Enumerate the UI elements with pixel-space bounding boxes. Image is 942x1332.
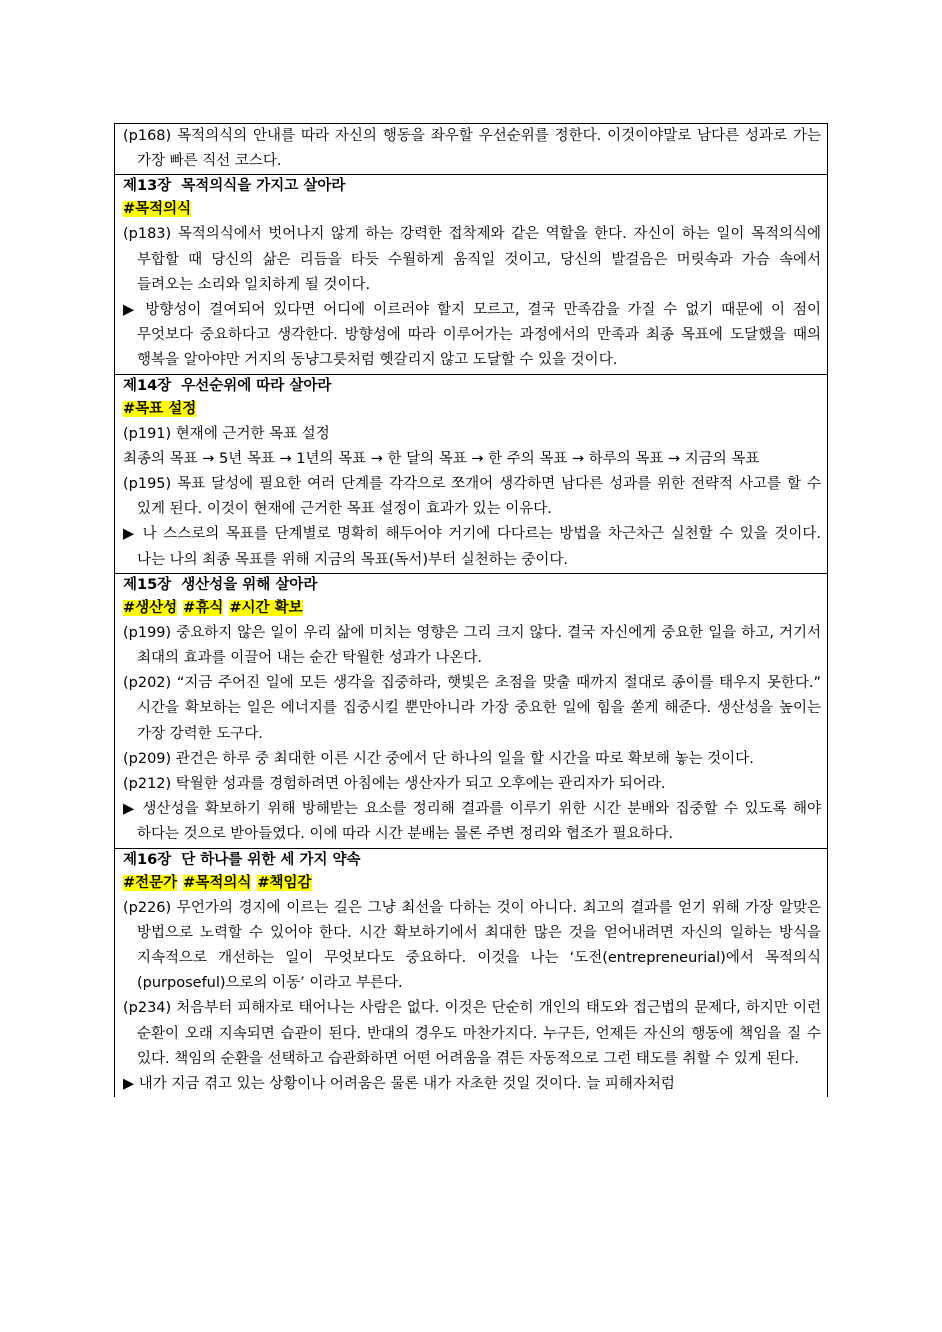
quote-p195: (p195) 목표 달성에 필요한 여러 단계를 각각으로 쪼개어 생각하면 남다른 성과를 위한 전략적 사고를 할 수 있게 된다. 이것이 현재에 근거한 목표 설정이 효과가 있는 이유다. bbox=[123, 476, 821, 518]
chapter-15-section bbox=[115, 573, 827, 848]
quote-p191: (p191) 현재에 근거한 목표 설정 bbox=[123, 425, 330, 442]
reflection-note: ▶ 내가 지금 겪고 있는 상황이나 어려움은 물론 내가 자초한 것일 것이다. 늘 피해자처럼 bbox=[123, 1076, 675, 1093]
intro-section bbox=[115, 124, 827, 174]
chapter-15-number: 제15장 bbox=[123, 576, 172, 593]
chapter-14-number: 제14장 bbox=[123, 377, 172, 394]
tag-rest: #휴식 bbox=[183, 599, 224, 616]
chapter-16-title: 단 하나를 위한 세 가지 약속 bbox=[181, 851, 361, 868]
quote-p212: (p212) 탁월한 성과를 경험하려면 아침에는 생산자가 되고 오후에는 관리자가 되어라. bbox=[123, 776, 666, 793]
chapter-15-tags bbox=[115, 596, 827, 621]
quote-p183: (p183) 목적의식에서 벗어나지 않게 하는 강력한 접착제와 같은 역할을 한다. 자신이 하는 일이 목적의식에 부합할 때 당신의 삶은 리듬을 타듯 수월하게 움직일 것이고, 당신의 발걸음은 머릿속과 가슴 속에서 들려오는 소리와 일치하게 될 것이다. bbox=[123, 226, 821, 293]
reflection-note: ▶ 방향성이 결여되어 있다면 어디에 이르러야 할지 모르고, 결국 만족감을 가질 수 없기 때문에 이 점이 무엇보다 중요하다고 생각한다. 방향성에 따라 이루어가는 과정에서의 만족과 최종 목표에 도달했을 때의 행복을 알아야만 거지의 동냥그릇처럼 헷갈리지 않고 도달할 수 있을 것이다. bbox=[123, 302, 821, 369]
tag-productivity: #생산성 bbox=[123, 599, 178, 616]
chapter-14-heading bbox=[115, 375, 827, 397]
chapter-13-section bbox=[115, 174, 827, 373]
tag-goal-setting: #목표 설정 bbox=[123, 400, 197, 417]
chapter-15-heading bbox=[115, 574, 827, 596]
chapter-16-heading bbox=[115, 849, 827, 871]
chapter-13-number: 제13장 bbox=[123, 178, 172, 195]
notes-table bbox=[114, 123, 828, 1097]
tag-accountability: #책임감 bbox=[257, 874, 312, 891]
quote-p202: (p202) “지금 주어진 일에 모든 생각을 집중하라, 햇빛은 초점을 맞출 때까지 절대로 종이를 태우지 못한다.” 시간을 확보하는 일은 에너지를 집중시킬 뿐만아니라 가장 중요한 일에 힘을 쏟게 해준다. 생산성을 높이는 가장 강력한 도구다. bbox=[123, 675, 821, 742]
quote-p234: (p234) 처음부터 피해자로 태어나는 사람은 없다. 이것은 단순히 개인의 태도와 접근법의 문제다, 하지만 이런 순환이 오래 지속되면 습관이 된다. 반대의 경우도 마찬가지다. 누구든, 언제든 자신의 행동에 책임을 질 수 있다. 책임의 순환을 선택하고 습관화하면 어떤 어려움을 겪든 자동적으로 그런 태도를 취할 수 있게 된다. bbox=[123, 1000, 821, 1067]
tag-purpose: #목적의식 bbox=[123, 201, 192, 218]
quote-p199: (p199) 중요하지 않은 일이 우리 삶에 미치는 영향은 그리 크지 않다. 결국 자신에게 중요한 일을 하고, 거기서 최대의 효과를 이끌어 내는 순간 탁월한 성과가 나온다. bbox=[123, 624, 821, 667]
goal-chain: 최종의 목표 → 5년 목표 → 1년의 목표 → 한 달의 목표 → 한 주의 목표 → 하루의 목표 → 지금의 목표 bbox=[123, 450, 760, 467]
chapter-14-section bbox=[115, 374, 827, 573]
reading-notes-page bbox=[114, 123, 828, 1097]
chapter-16-section bbox=[115, 848, 827, 1098]
chapter-15-title: 생산성을 위해 살아라 bbox=[181, 576, 318, 593]
reflection-note: ▶ 생산성을 확보하기 위해 방해받는 요소를 정리해 결과를 이루기 위한 시간 분배와 집중할 수 있도록 해야 하다는 것으로 받아들였다. 이에 따라 시간 분배는 물론 주변 정리와 협조가 필요하다. bbox=[123, 801, 821, 843]
chapter-13-heading bbox=[115, 175, 827, 197]
chapter-14-tags bbox=[115, 397, 827, 422]
tag-time-blocking: #시간 확보 bbox=[229, 599, 303, 616]
chapter-14-title: 우선순위에 따라 살아라 bbox=[181, 377, 332, 394]
tag-expert: #전문가 bbox=[123, 874, 178, 891]
reflection-note: ▶ 나 스스로의 목표를 단계별로 명확히 해두어야 거기에 다다르는 방법을 차근차근 실천할 수 있을 것이다. 나는 나의 최종 목표를 위해 지금의 목표(독서)부터 실천하는 중이다. bbox=[123, 526, 821, 568]
chapter-13-tags bbox=[115, 197, 827, 222]
tag-purpose: #목적의식 bbox=[183, 874, 252, 891]
chapter-13-title: 목적의식을 가지고 살아라 bbox=[181, 178, 346, 195]
quote-p209: (p209) 관건은 하루 중 최대한 이른 시간 중에서 단 하나의 일을 할 시간을 따로 확보해 놓는 것이다. bbox=[123, 750, 754, 767]
chapter-16-tags bbox=[115, 871, 827, 896]
chapter-16-number: 제16장 bbox=[123, 851, 172, 868]
intro-quote: (p168) 목적의식의 안내를 따라 자신의 행동을 좌우할 우선순위를 정한다. 이것이야말로 남다른 성과로 가는 가장 빠른 직선 코스다. bbox=[123, 128, 821, 170]
quote-p226: (p226) 무언가의 경지에 이르는 길은 그냥 최선을 다하는 것이 아니다. 최고의 결과를 얻기 위해 가장 알맞은 방법으로 노력할 수 있어야 한다. 시간 확보하기에서 최대한 많은 것을 얻어내려면 자신의 일하는 방식을 지속적으로 개선하는 일이 무엇보다도 중요하다. 이것을 나는 ‘도전(entrepreneurial)에서 목적의식(purposeful)으로의 이동’ 이라고 부른다. bbox=[123, 899, 821, 992]
